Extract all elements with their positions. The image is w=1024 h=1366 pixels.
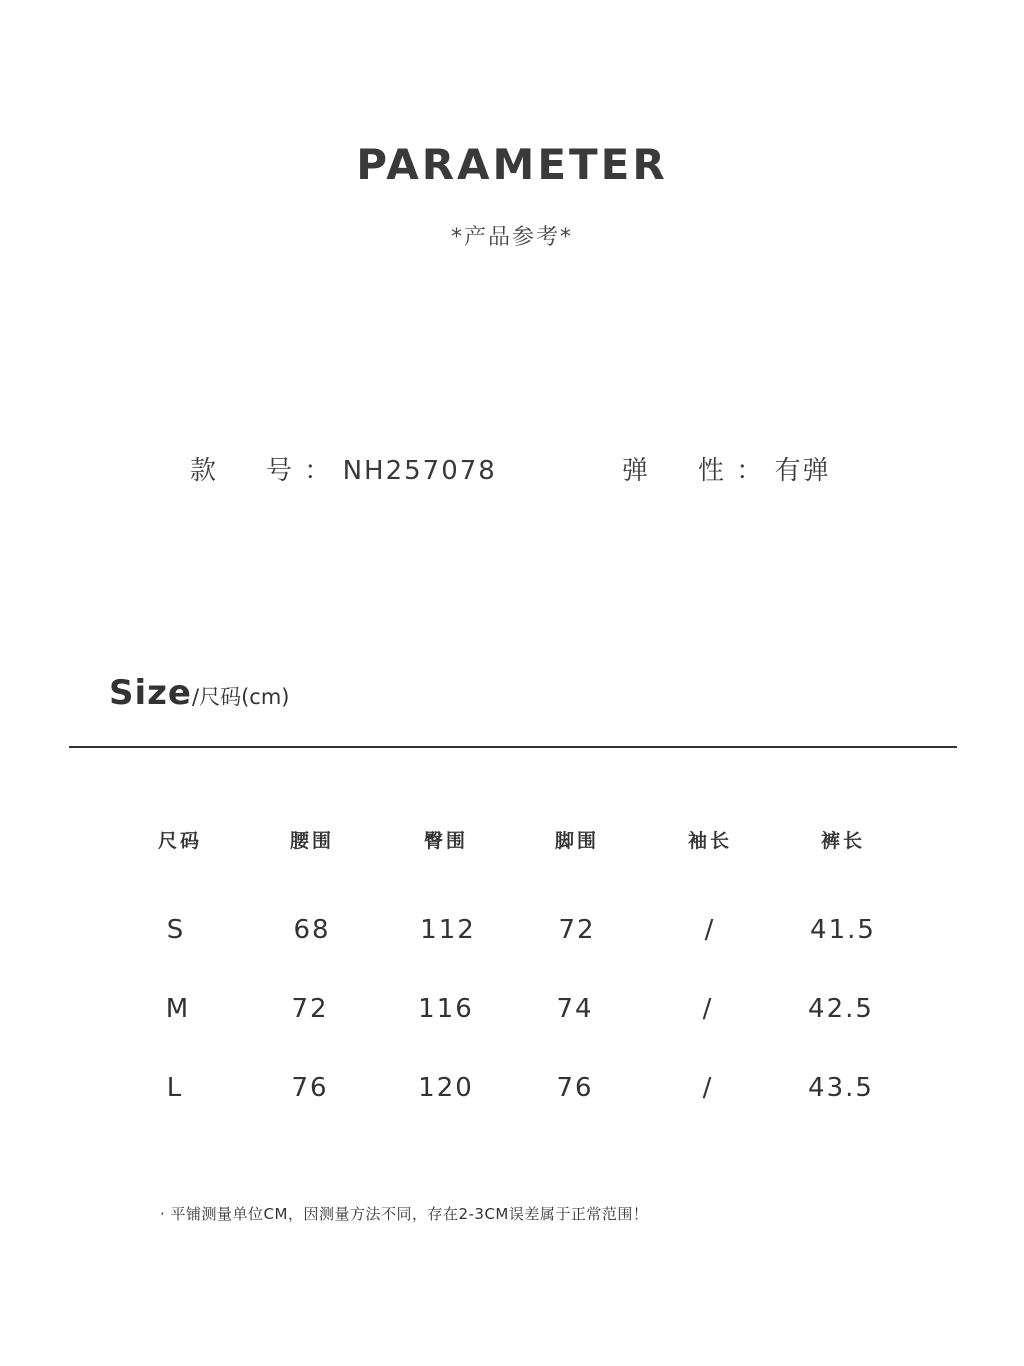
table-cell: 112: [420, 915, 476, 945]
header-hip: 臀围: [423, 830, 468, 852]
table-cell: S: [166, 915, 186, 945]
table-cell: /: [702, 1073, 714, 1103]
table-cell: 43.5: [808, 1073, 874, 1103]
style-number-value: NH257078: [342, 456, 497, 486]
table-cell: 72: [291, 994, 329, 1024]
elasticity-label-b: 性: [698, 456, 727, 486]
table-cell: 76: [291, 1073, 329, 1103]
header-sleeve-length: 袖长: [687, 830, 732, 852]
table-cell: 41.5: [810, 915, 876, 945]
elasticity-label-a: 弹: [622, 456, 651, 486]
table-cell: 116: [418, 994, 474, 1024]
elasticity-row: [622, 450, 831, 487]
table-cell: 74: [556, 994, 594, 1024]
elasticity-separator: ：: [736, 456, 765, 486]
table-cell: /: [704, 915, 716, 945]
table-cell: L: [166, 1073, 184, 1103]
size-heading-main: Size: [109, 673, 192, 713]
style-number-row: [190, 450, 497, 487]
table-cell: 120: [418, 1073, 474, 1103]
page-title: PARAMETER: [356, 140, 668, 189]
header-size: 尺码: [157, 830, 202, 852]
size-heading: [109, 673, 289, 713]
style-number-label-b: 号: [266, 456, 295, 486]
header-waist: 腰围: [289, 830, 334, 852]
table-cell: 42.5: [808, 994, 874, 1024]
size-heading-suffix: /尺码(cm): [192, 685, 290, 709]
style-number-label-a: 款: [190, 456, 219, 486]
table-cell: 76: [556, 1073, 594, 1103]
style-number-separator: ：: [304, 456, 333, 486]
table-cell: /: [702, 994, 714, 1024]
header-pants-length: 裤长: [820, 830, 865, 852]
table-cell: M: [165, 994, 191, 1024]
divider-line: [69, 746, 957, 748]
table-cell: 68: [293, 915, 331, 945]
page-subtitle: *产品参考*: [450, 225, 573, 250]
header-leg-opening: 脚围: [554, 830, 599, 852]
elasticity-value: 有弹: [774, 456, 831, 486]
measurement-footnote: · 平铺测量单位CM，因测量方法不同，存在2-3CM误差属于正常范围！: [160, 1205, 649, 1223]
table-cell: 72: [558, 915, 596, 945]
